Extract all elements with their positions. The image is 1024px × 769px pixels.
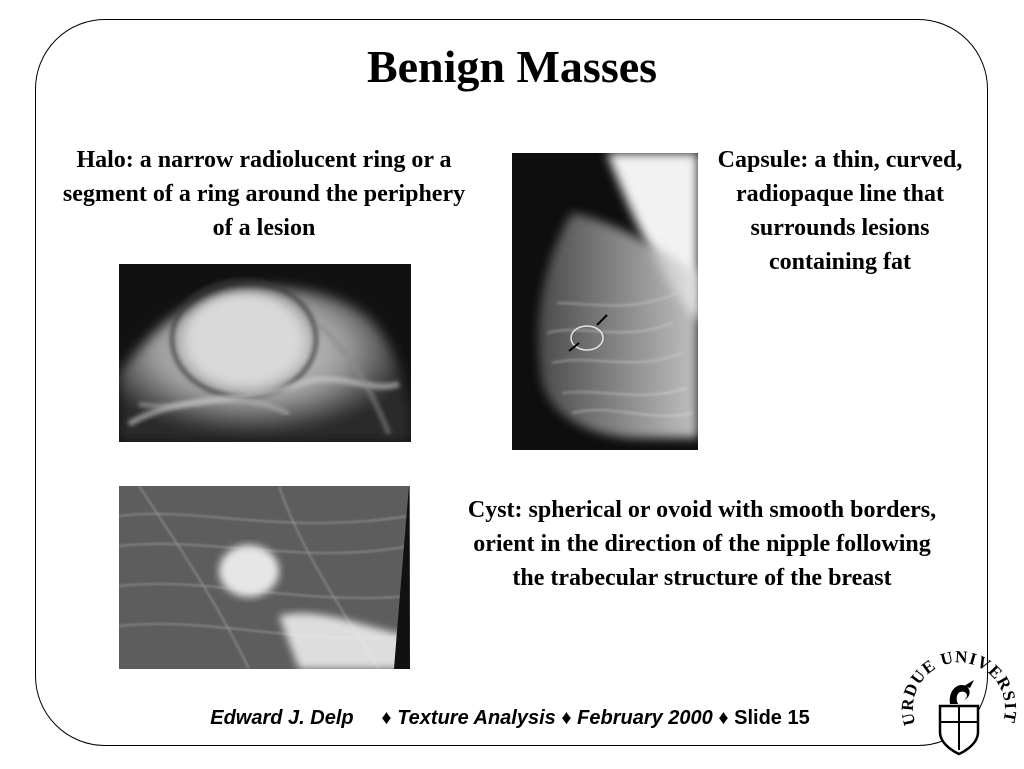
griffin-seal-icon (900, 646, 1018, 764)
svg-text:PURDUE UNIVERSITY: U DUE UNIVERS (900, 647, 1018, 728)
footer-separator-2: ♦ (561, 707, 572, 729)
purdue-seal-logo (900, 646, 1018, 764)
halo-caption: Halo: a narrow radiolucent ring or a segment of a ring around the periphery of a lesion (62, 147, 466, 241)
footer-separator-3: ♦ (718, 707, 729, 729)
capsule-caption: Capsule: a thin, curved, radiopaque line that surrounds lesions containing fat (717, 147, 963, 275)
cyst-caption: Cyst: spherical or ovoid with smooth borders, orient in the direction of the nipple following the trabecular structure of the breast (467, 497, 937, 591)
slide-footer (0, 707, 1020, 730)
capsule-mammogram-image (512, 153, 698, 450)
footer-separator-1: ♦ (381, 707, 392, 729)
halo-mammogram-image (119, 264, 411, 442)
cyst-mammogram-image (119, 486, 410, 669)
footer-author: Edward J. Delp (210, 707, 354, 729)
slide-title: Benign Masses (366, 41, 658, 92)
footer-course: Texture Analysis (397, 707, 556, 729)
footer-date: February 2000 (577, 707, 713, 729)
footer-slide-number: Slide 15 (734, 707, 810, 729)
